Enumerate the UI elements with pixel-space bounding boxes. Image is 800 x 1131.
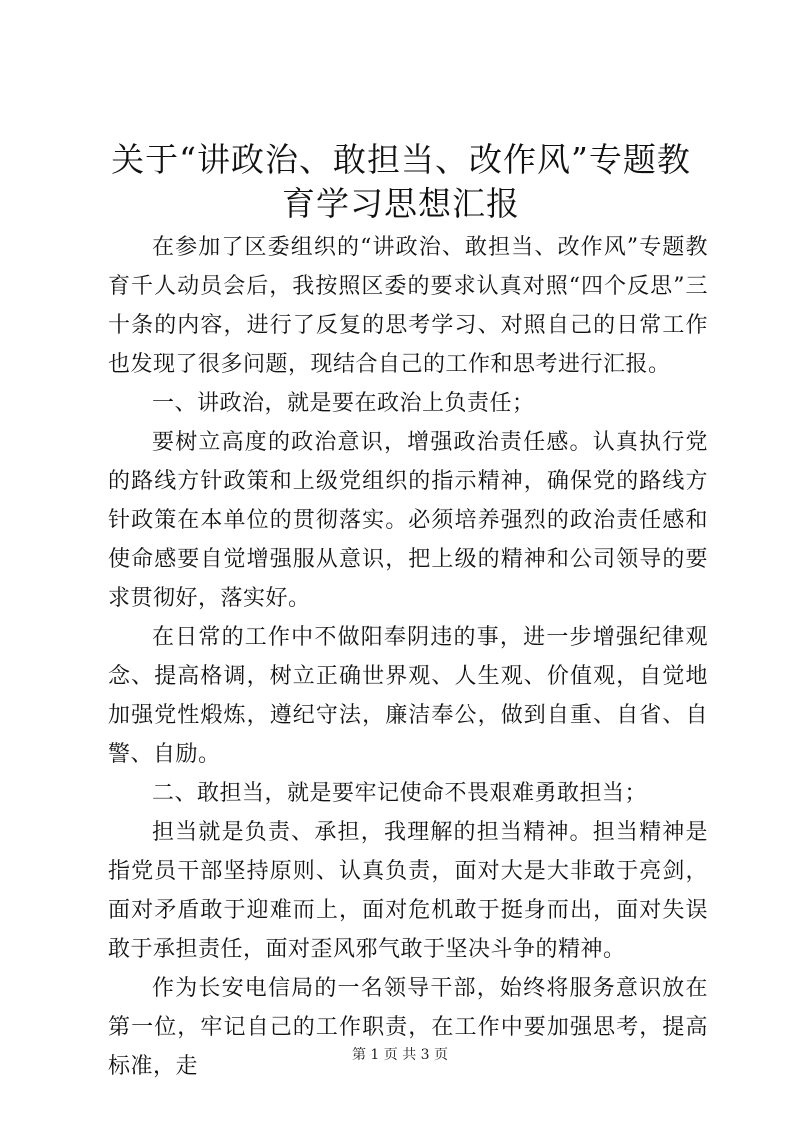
paragraph-intro: 在参加了区委组织的“讲政治、敢担当、改作风”专题教育千人动员会后，我按照区委的要求认真对照“四个反思”三十条的内容，进行了反复的思考学习、对照自己的日常工作也发现了很多问题，现结合自己的工作和思考进行汇报。 [108, 235, 708, 377]
document-body [108, 228, 708, 1086]
section-heading-1: 一、讲政治，就是要在政治上负责任； [152, 391, 535, 416]
paragraph: 在日常的工作中不做阳奉阴违的事，进一步增强纪律观念、提高格调，树立正确世界观、人生观、价值观，自觉地加强党性煅炼，遵纪守法，廉洁奉公，做到自重、自省、自警、自励。 [108, 625, 708, 767]
paragraph: 要树立高度的政治意识，增强政治责任感。认真执行党的路线方针政策和上级党组织的指示精神，确保党的路线方针政策在本单位的贯彻落实。必须培养强烈的政治责任感和使命感要自觉增强服从意识，把上级的精神和公司领导的要求贯彻好，落实好。 [108, 430, 708, 611]
document-title: 关于“讲政治、敢担当、改作风”专题教育学习思想汇报 [111, 140, 691, 223]
paragraph: 作为长安电信局的一名领导干部，始终将服务意识放在第一位，牢记自己的工作职责，在工作中要加强思考，提高标准，走 [108, 976, 708, 1079]
paragraph: 担当就是负责、承担，我理解的担当精神。担当精神是指党员干部坚持原则、认真负责，面对大是大非敢于亮剑，面对矛盾敢于迎难而上，面对危机敢于挺身而出，面对失误敢于承担责任，面对歪风邪气敢于坚决斗争的精神。 [108, 820, 708, 962]
section-heading-2: 二、敢担当，就是要牢记使命不畏艰难勇敢担当； [152, 781, 648, 806]
page-number-footer: 第 1 页 共 3 页 [351, 1047, 449, 1063]
